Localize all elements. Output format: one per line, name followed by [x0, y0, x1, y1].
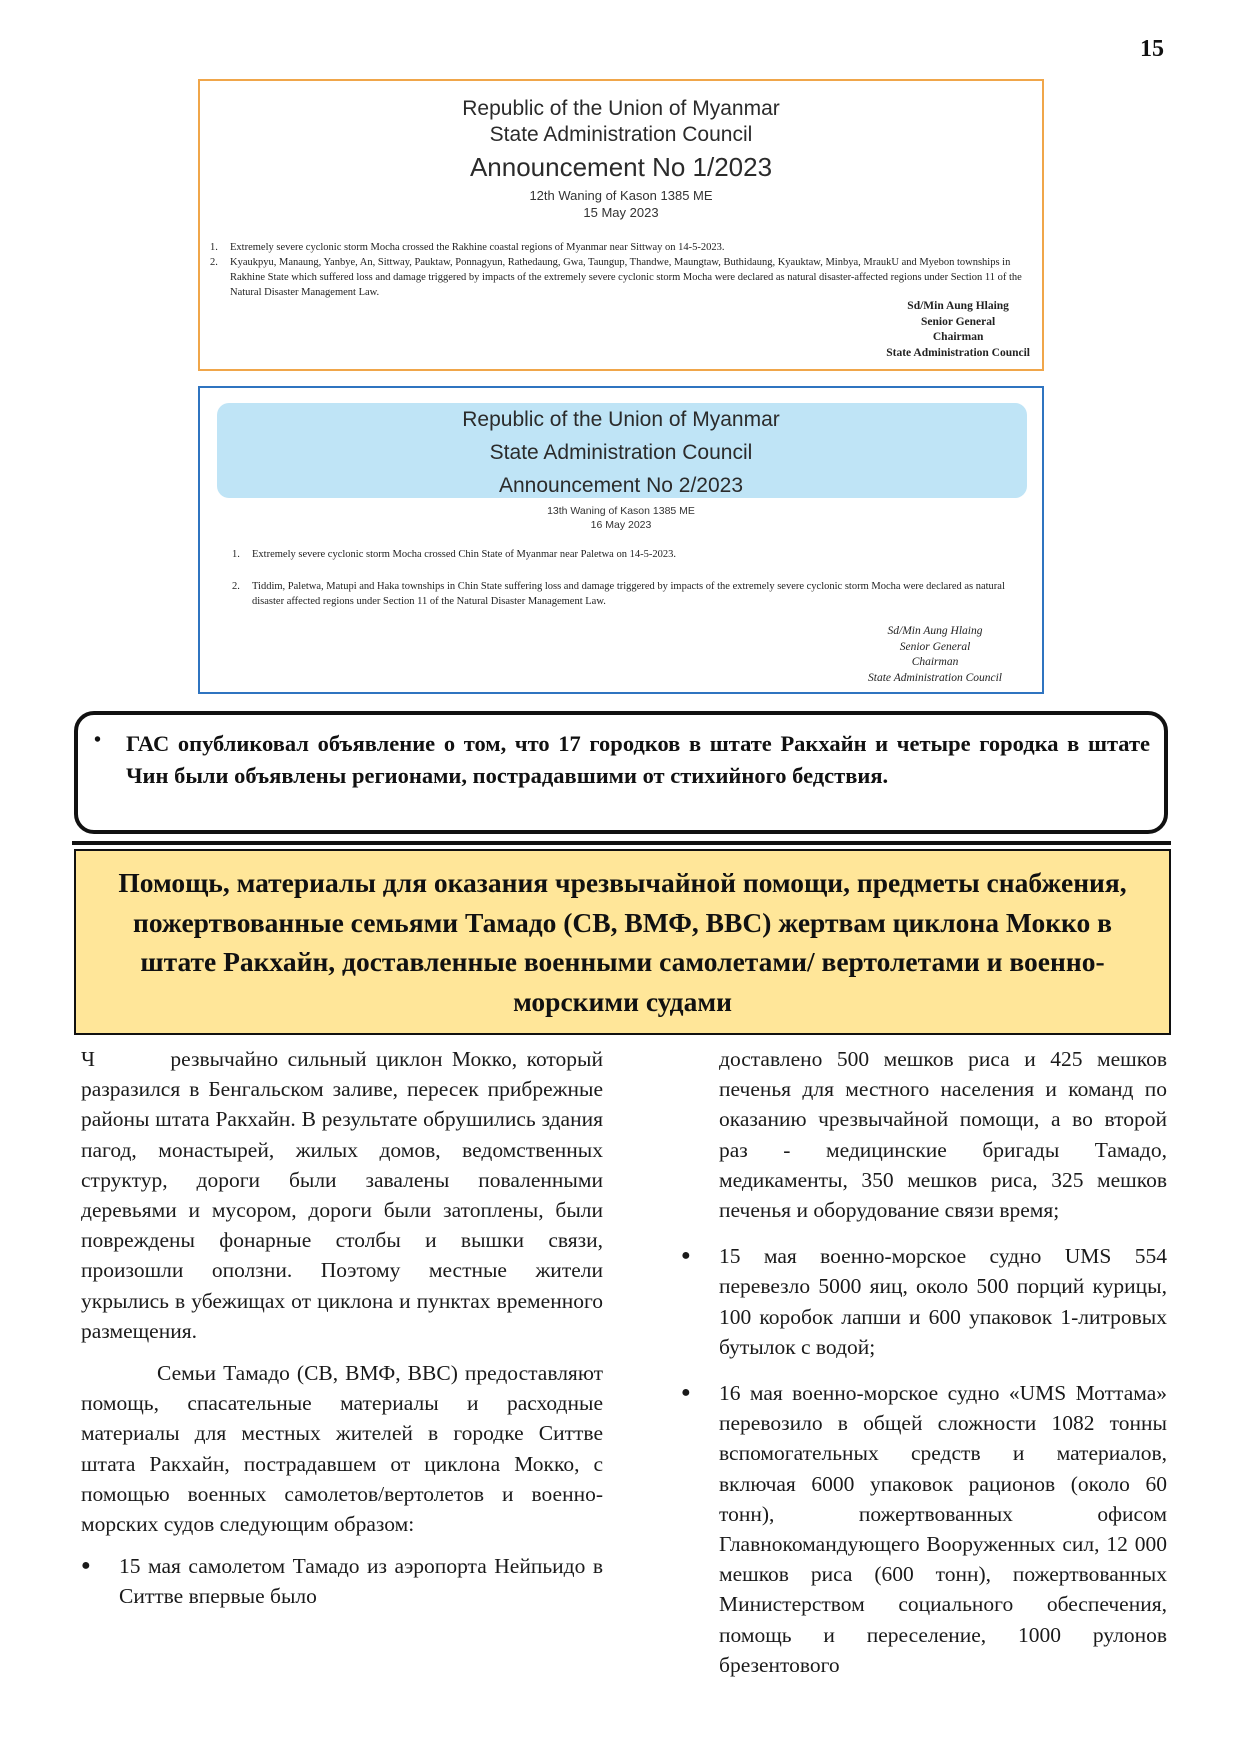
item-text: Extremely severe cyclonic storm Mocha crossed Chin State of Myanmar near Paletwa on 14-5-2023. [252, 549, 676, 560]
signature-role: Chairman [932, 331, 984, 343]
announcement-2-date: 16 May 2023 [590, 519, 652, 531]
announcement-1-signature [886, 299, 1030, 361]
callout-text: ГАС опубликовал объявление о том, что 17 городков в штате Ракхайн и четыре городка в штате Чин были объявлены регионами, пострадавшими от стихийного бедствия. [126, 731, 1150, 788]
item-number: 1. [210, 242, 218, 253]
list-item [681, 1241, 1167, 1362]
section-heading: Помощь, материалы для оказания чрезвычайной помощи, предметы снабжения, пожертвованные семьями Тамадо (СВ, ВМФ, ВВС) жертвам циклона Мокко в штате Ракхайн, доставленные военными самолетами/ вертолетами и военно-морскими судами [118, 867, 1127, 1017]
summary-callout [74, 711, 1168, 834]
bullet-icon: ● [81, 1557, 91, 1575]
announcement-1-date: 15 May 2023 [583, 205, 659, 220]
list-item-text: доставлено 500 мешков риса и 425 мешков печенья для местного населения и команд по оказанию чрезвычайной помощи, а во второй раз - медицинские бригады Тамадо, медикаменты, 350 мешков риса, 325 мешков печенья и оборудование связи время; [719, 1047, 1167, 1223]
item-text: Extremely severe cyclonic storm Mocha crossed the Rakhine coastal regions of Myanmar near Sittway on 14-5-2023. [230, 242, 725, 253]
list-item-text: 15 мая самолетом Тамадо из аэропорта Нейпьидо в Ситтве впервые было [119, 1554, 603, 1609]
item-number: 2. [232, 581, 240, 592]
announcement-2-council: State Administration Council [489, 441, 753, 464]
announcement-1-title: Announcement No 1/2023 [469, 152, 773, 182]
divider-rule [72, 841, 1171, 845]
announcement-2-country: Republic of the Union of Myanmar [462, 408, 780, 431]
signature-name: Sd/Min Aung Hlaing [907, 300, 1009, 312]
signature-rank: Senior General [921, 315, 996, 328]
announcement-1-date-burmese: 12th Waning of Kason 1385 ME [529, 188, 713, 203]
intro-paragraph: Ч резвычайно сильный циклон Мокко, который разразился в Бенгальском заливе, пересек прибрежные районы штата Ракхайн. В результате обрушились здания пагод, монастырей, жилых домов, ведомственных структур, дороги были завалены поваленными деревьями и мусором, дороги были затоплены, были повреждены фонарные столбы и вышки связи, произошли оползни. Поэтому местные жители укрылись в убежищах от циклона и пунктах временного размещения. [81, 1047, 609, 1343]
list-item-text: 15 мая военно-морское судно UMS 554 перевезло 5000 яиц, около 500 порций курицы, 100 коробок лапши и 600 упаковок 1-литровых бутылок с водой; [719, 1244, 1167, 1359]
signature-role: Chairman [911, 656, 959, 668]
right-column [681, 1044, 1167, 1680]
left-column [81, 1044, 609, 1612]
announcement-1-council: State Administration Council [489, 123, 753, 146]
announcement-2-item [232, 579, 1022, 609]
list-item [81, 1551, 603, 1611]
bullet-icon: • [94, 729, 102, 751]
announcement-2-title: Announcement No 2/2023 [498, 474, 743, 497]
page-number: 15 [1140, 36, 1164, 62]
aid-paragraph: Семьи Тамадо (СВ, ВМФ, ВВС) предоставляют помощь, спасательные материалы и расходные материалы для местных жителей в городке Ситтве штата Ракхайн, пострадавшем от циклона Мокко, с помощью военных самолетов/вертолетов и военно-морских судов следующим образом: [81, 1361, 603, 1537]
bullet-icon: ● [681, 1384, 691, 1402]
announcement-1-item [210, 240, 1034, 255]
signature-name: Sd/Min Aung Hlaing [887, 625, 983, 637]
item-text: Tiddim, Paletwa, Matupi and Haka townships in Chin State suffering loss and damage triggered by impacts of the extremely severe cyclonic storm Mocha were declared as natural disaster affected regions under Section 11 of the Natural Disaster Management Law. [252, 581, 1005, 607]
announcement-1-items [210, 240, 1034, 300]
list-item-text: 16 мая военно-морское судно «UMS Моттама» перевозило в общей сложности 1082 тонны вспомогательных средств и материалов, включая 6000 упаковок рационов (около 60 тонн), пожертвованных офисом Главнокомандующего Вооруженных сил, 12 000 мешков риса (600 тонн), пожертвованных Министерством социального обеспечения, помощь и переселение, 1000 рулонов брезентового [719, 1381, 1167, 1677]
announcement-1-image [198, 79, 1044, 371]
item-number: 1. [232, 549, 240, 560]
announcement-2-item [232, 547, 1022, 562]
announcement-1-country: Republic of the Union of Myanmar [462, 97, 780, 120]
announcement-2-image [198, 386, 1044, 694]
bullet-icon: ● [681, 1247, 691, 1265]
item-number: 2. [210, 257, 218, 268]
list-item-continuation [681, 1044, 1167, 1225]
signature-org: State Administration Council [886, 346, 1030, 359]
announcement-1-item [210, 255, 1034, 300]
signature-rank: Senior General [899, 640, 971, 653]
signature-org: State Administration Council [868, 671, 1002, 684]
section-heading-box [74, 849, 1171, 1035]
list-item [681, 1378, 1167, 1680]
announcement-2-signature [868, 624, 1002, 686]
item-text: Kyaukpyu, Manaung, Yanbye, An, Sittway, Pauktaw, Ponnagyun, Rathedaung, Gwa, Taungup, Thandwe, Maungtaw, Buthidaung, Kyauktaw, Minbya, MraukU and Myebon townships in Rakhine State which suffered loss and damage triggered by impacts of the extremely severe cyclonic storm Mocha were declared as natural disaster-affected regions under Section 11 of the Natural Disaster Management Law. [230, 257, 1022, 298]
announcement-2-date-burmese: 13th Waning of Kason 1385 ME [547, 505, 695, 517]
